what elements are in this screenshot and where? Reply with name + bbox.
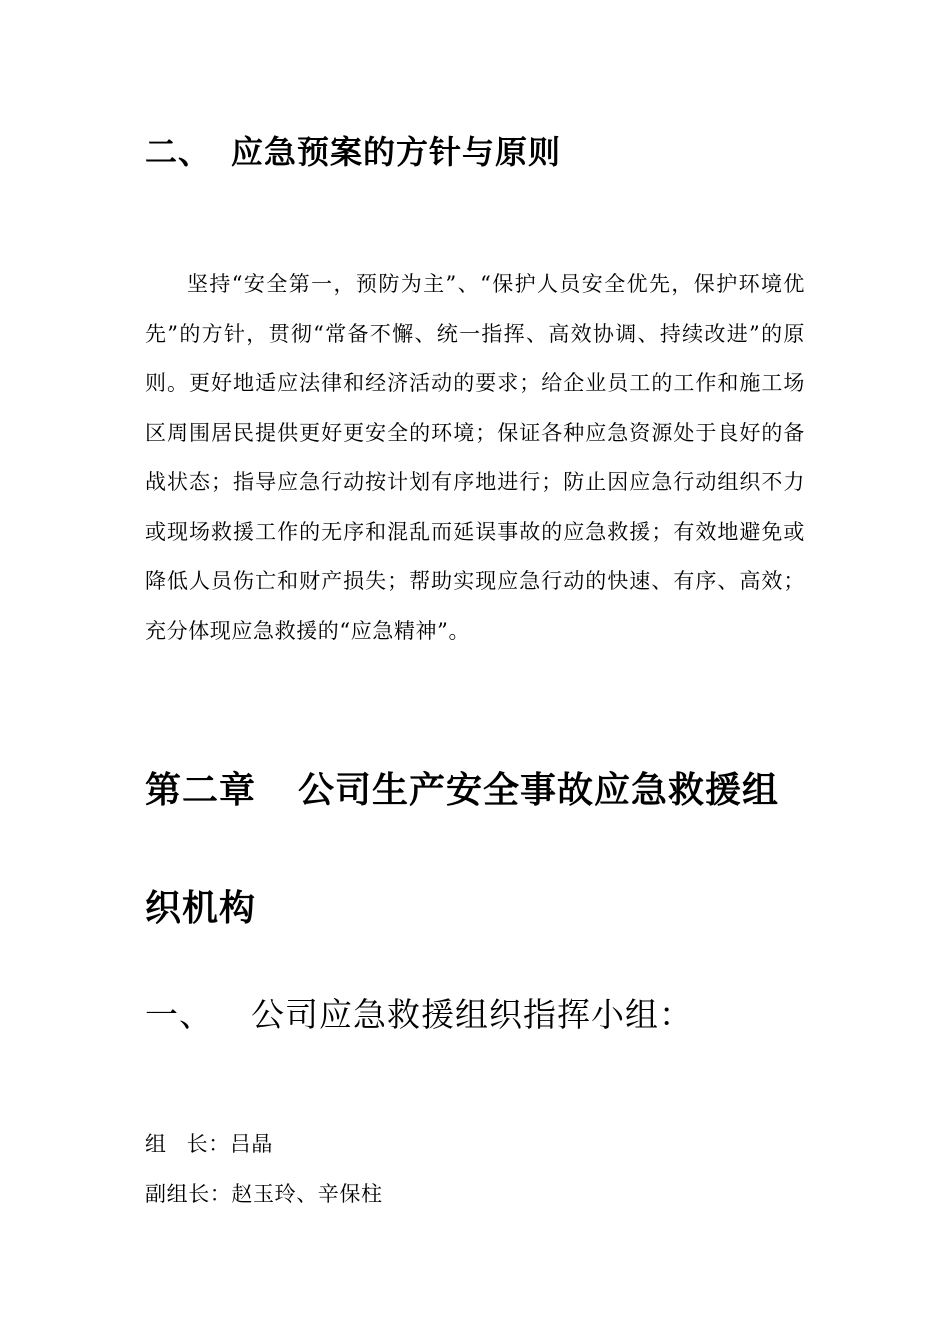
deputy-row — [145, 1179, 383, 1209]
subsection-number: 一、 — [145, 995, 213, 1034]
leader-row — [145, 1129, 273, 1159]
deputy-names: 赵玉玲、辛保柱 — [231, 1182, 383, 1206]
chapter-heading — [145, 732, 815, 968]
subsection-title: 公司应急救援组织指挥小组： — [251, 995, 693, 1034]
leader-label — [145, 1132, 230, 1156]
chapter-number: 第二章 — [145, 770, 257, 811]
section-number: 二、 — [145, 133, 212, 171]
leader-label-part-a: 组 — [145, 1132, 167, 1156]
subsection-heading — [145, 990, 693, 1040]
body-paragraph: 坚持“安全第一，预防为主”、“保护人员安全优先，保护环境优先”的方针，贯彻“常备不懈、统一指挥、高效协调、持续改进”的原则。更好地适应法律和经济活动的要求；给企业员工的工作和施工场区周围居民提供更好更安全的环境；保证各种应急资源处于良好的备战状态；指导应急行动按计划有序地进行；防止因应急行动组织不力或现场救援工作的无序和混乱而延误事故的应急救援；有效地避免或降低人员伤亡和财产损失；帮助实现应急行动的快速、有序、高效；充分体现应急救援的“应急精神”。 — [145, 272, 805, 643]
chapter-title: 公司生产安全事故应急救援组织机构 — [145, 770, 780, 929]
section-title: 应急预案的方针与原则 — [231, 133, 562, 171]
section-heading — [145, 128, 561, 176]
leader-label-part-b: 长： — [186, 1132, 230, 1156]
deputy-label: 副组长： — [145, 1182, 232, 1206]
leader-name: 吕晶 — [229, 1132, 274, 1156]
